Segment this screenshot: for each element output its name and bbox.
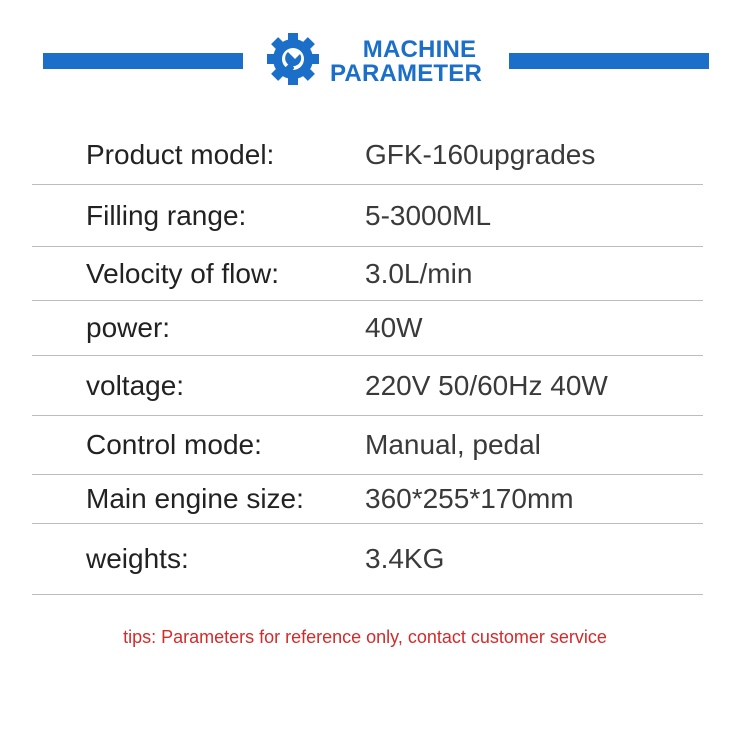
param-value: 220V 50/60Hz 40W	[365, 369, 608, 401]
param-label: Main engine size:	[86, 483, 304, 514]
table-row	[32, 185, 703, 247]
param-label: voltage:	[86, 369, 185, 401]
header-bar-left	[43, 53, 243, 69]
table-row	[32, 126, 703, 185]
param-value: 360*255*170mm	[365, 483, 574, 514]
param-value: 40W	[365, 312, 423, 343]
header-bar-right	[509, 53, 709, 69]
title-line-2: PARAMETER	[330, 60, 483, 87]
page-title	[330, 38, 505, 86]
parameter-table	[32, 126, 703, 595]
table-row	[32, 475, 703, 524]
table-row	[32, 356, 703, 416]
param-label: Control mode:	[86, 429, 262, 460]
tips-note: tips: Parameters for reference only, contact customer service	[123, 627, 607, 647]
table-row	[32, 301, 703, 356]
param-label: Filling range:	[86, 199, 247, 231]
param-label: Velocity of flow:	[86, 257, 279, 289]
param-value: 3.4KG	[365, 543, 445, 574]
header	[0, 0, 750, 100]
param-value: 3.0L/min	[365, 257, 473, 289]
table-row	[32, 247, 703, 301]
param-label: Product model:	[86, 139, 275, 170]
param-value: Manual, pedal	[365, 429, 541, 460]
table-row	[32, 416, 703, 475]
table-row	[32, 524, 703, 595]
param-label: weights:	[86, 543, 189, 574]
gear-wrench-icon	[264, 30, 322, 88]
param-label: power:	[86, 312, 171, 343]
param-value: GFK-160upgrades	[365, 139, 596, 170]
title-line-1: MACHINE	[362, 36, 477, 63]
param-value: 5-3000ML	[365, 199, 492, 231]
